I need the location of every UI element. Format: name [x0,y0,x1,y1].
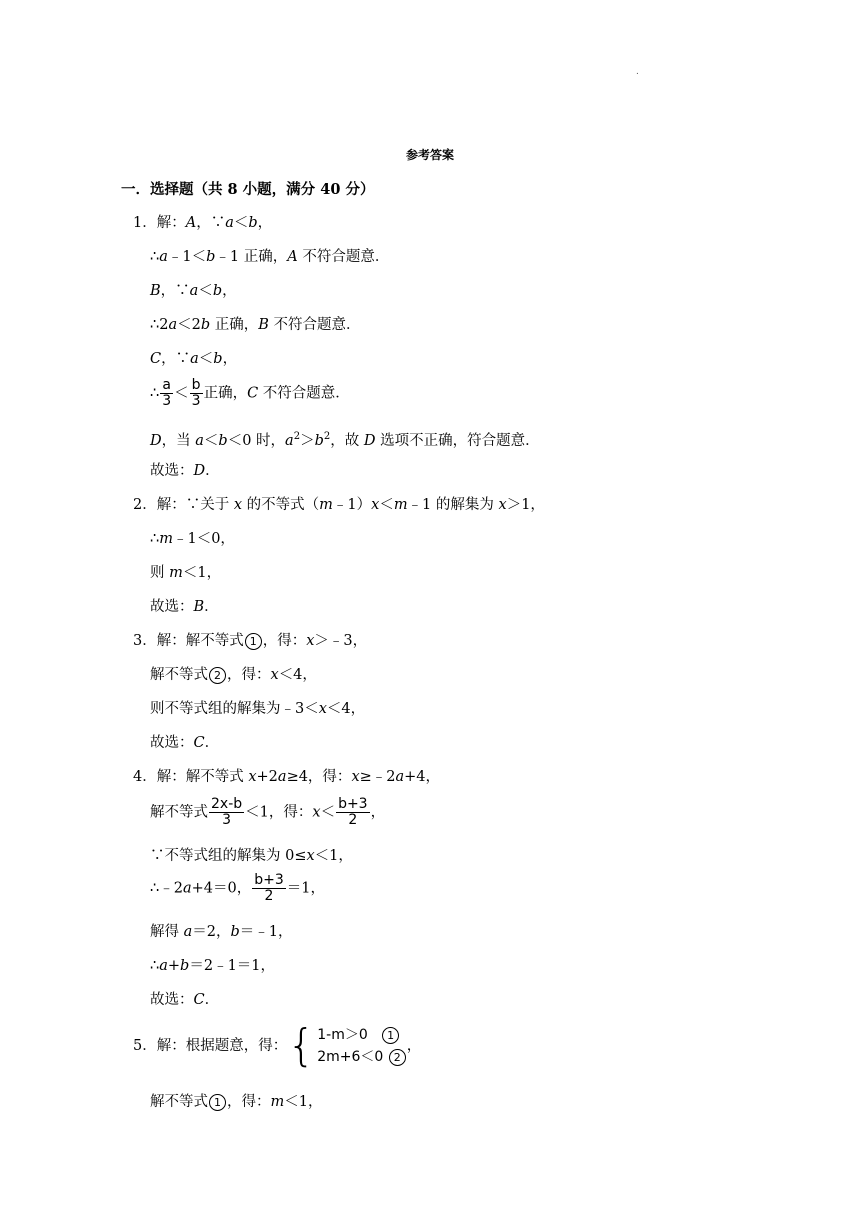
q3-line-1: 3．解：解不等式 1 ，得：x＞﹣3， [133,633,368,649]
q3-line-2: 解不等式 2 ，得：x＜4， [150,667,317,683]
section-heading: 一．选择题（共 8 小题，满分 40 分） [121,181,375,198]
q5-line-2: 解不等式 1 ，得：m＜1， [150,1094,323,1110]
fraction-b-plus-3-over-2: $\frac{b+3}{2}$ [338,796,368,828]
q1-line-8: 故选：D． [150,463,220,479]
q1-line-5: C，∵a＜b， [150,351,238,367]
q1-line-4: ∴2a＜2b 正确，B 不符合题意． [150,317,361,333]
q4-line-4: ∴﹣2a+4＝0， $\frac{b+3}{2}$ ＝1， [150,872,325,904]
page-title: 参考答案 [405,148,454,162]
circled-number-1: 1 [245,633,262,650]
q1-line-7: D，当 a＜b＜0 时，$a^2>b^2$，故 D 选项不正确，符合题意． [150,431,540,449]
q2-line-1: 2．解：∵关于 x 的不等式（m﹣1）x＜m﹣1 的解集为 x＞1， [133,497,545,513]
q1-line-6: ∴ $\frac{a}{3}$ ＜ $\frac{b}{3}$ 正确，C 不符合题意． [150,377,350,409]
q5-line-1: 5．解：根据题意，得： { 1-m＞0 1 2m+6＜0 2 ， [133,1020,422,1071]
q2-line-2: ∴m﹣1＜0， [150,531,235,547]
circled-number-2: 2 [389,1049,406,1066]
inequality-system: { 1-m＞0 1 2m+6＜0 2 [287,1024,407,1068]
fraction-b-over-3: $\frac{b}{3}$ [191,377,201,409]
fraction-a-over-3: $\frac{a}{3}$ [162,377,172,409]
q4-line-7: 故选：C． [150,992,220,1008]
left-brace: { [287,1020,316,1071]
q4-line-3: ∵不等式组的解集为 0≤x＜1， [150,848,353,864]
q1-line-2: ∴a﹣1＜b﹣1 正确，A 不符合题意． [150,249,390,265]
fraction-b-plus-3-over-2-b: $\frac{b+3}{2}$ [254,872,284,904]
q4-line-2: 解不等式 $\frac{2x-b}{3}$ ＜1，得：x＜ $\frac{b+3}{2}$ ， [150,796,386,828]
circled-number-1: 1 [209,1094,226,1111]
q2-line-3: 则 m＜1， [150,565,222,581]
q4-line-5: 解得 a＝2，b＝﹣1， [150,924,293,940]
q4-line-6: ∴a+b＝2﹣1＝1， [150,958,276,974]
q2-line-4: 故选：B． [150,599,219,615]
q3-line-4: 故选：C． [150,735,220,751]
q3-line-3: 则不等式组的解集为﹣3＜x＜4， [150,701,366,717]
q1-line-3: B，∵a＜b， [150,283,237,299]
corner-mark: . [636,66,639,77]
circled-number-2: 2 [209,667,226,684]
circled-number-1: 1 [382,1027,399,1044]
q4-line-1: 4．解：解不等式 x+2a≥4，得：x≥﹣2a+4， [133,769,441,785]
fraction-2x-b-over-3: $\frac{2x-b}{3}$ [211,796,243,828]
q1-line-1: 1．解：A，∵a＜b， [133,215,273,231]
